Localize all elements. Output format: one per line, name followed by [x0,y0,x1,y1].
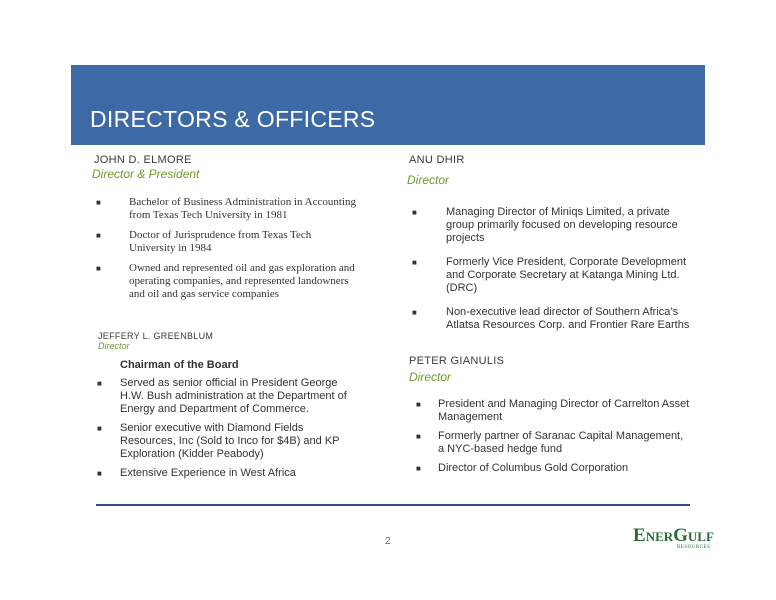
person-name-dhir: ANU DHIR [409,154,465,166]
list-item [412,256,692,295]
header-banner [71,65,705,145]
bullet-marker: ■ [416,432,421,441]
bullet-list-greenblum [97,377,362,480]
person-name-greenblum: JEFFERY L. GREENBLUM [98,331,214,341]
bullet-text: Managing Director of Miniqs Limited, a private group primarily focused on developing resource projects [446,206,678,244]
list-item [96,196,358,222]
bullet-text: Formerly partner of Saranac Capital Management, a NYC-based hedge fund [438,430,684,455]
bullet-marker: ■ [97,469,102,478]
list-item [412,206,692,245]
list-item [97,467,362,480]
bullet-marker: ■ [97,379,102,388]
bullet-text: Senior executive with Diamond Fields Resources, Inc (Sold to Inco for $4B) and KP Exploration (Kidder Peabody) [120,422,340,460]
bullet-text: Bachelor of Business Administration in Accounting from Texas Tech University in 1981 [129,196,357,221]
bullet-list-gianulis [416,398,692,475]
bullet-marker: ■ [97,424,102,433]
bullet-marker: ■ [412,308,417,317]
page-number: 2 [385,536,391,547]
footer-divider [96,504,690,506]
person-role-gianulis: Director [409,370,452,384]
list-item [97,377,362,416]
bullet-text: Served as senior official in President George H.W. Bush administration at the Department of Energy and Department of Commerce. [120,377,347,415]
list-item [416,462,692,475]
bullet-text: Extensive Experience in West Africa [120,467,296,479]
bullet-list-dhir [412,206,692,332]
bullet-marker: ■ [96,231,101,240]
person-name-gianulis: PETER GIANULIS [409,355,505,367]
bullet-marker: ■ [416,400,421,409]
list-item [416,430,692,456]
bullet-text: Non-executive lead director of Southern Africa’s Atlatsa Resources Corp. and Frontier Rare Earths [446,306,690,331]
bullet-marker: ■ [412,258,417,267]
list-item [412,306,692,332]
person-role-greenblum: Director [98,341,130,351]
bullet-marker: ■ [412,208,417,217]
page-title: DIRECTORS & OFFICERS [90,106,376,132]
bullet-marker: ■ [416,464,421,473]
logo-subtitle: RESOURCES [677,545,711,550]
person-role-dhir: Director [407,173,450,187]
bullet-marker: ■ [96,264,101,273]
list-item [96,262,358,301]
list-item [416,398,692,424]
person-role-elmore: Director & President [92,167,200,181]
logo-wordmark: ENERGULF [633,525,714,546]
bullet-text: Director of Columbus Gold Corporation [438,462,629,474]
energulf-logo [633,525,714,550]
bullet-marker: ■ [96,198,101,207]
person-name-elmore: JOHN D. ELMORE [94,154,192,166]
bullet-text: Formerly Vice President, Corporate Development and Corporate Secretary at Katanga Mining Ltd. (DRC) [446,256,687,294]
bullet-text: Doctor of Jurisprudence from Texas Tech University in 1984 [129,229,312,254]
bullet-text: President and Managing Director of Carrelton Asset Management [438,398,690,423]
chairman-subheading: Chairman of the Board [120,359,239,371]
bullet-text: Owned and represented oil and gas exploration and operating companies, and represented landowners and oil and gas service companies [129,262,355,300]
list-item [96,229,358,255]
list-item [97,422,362,461]
bullet-list-elmore [96,196,358,301]
